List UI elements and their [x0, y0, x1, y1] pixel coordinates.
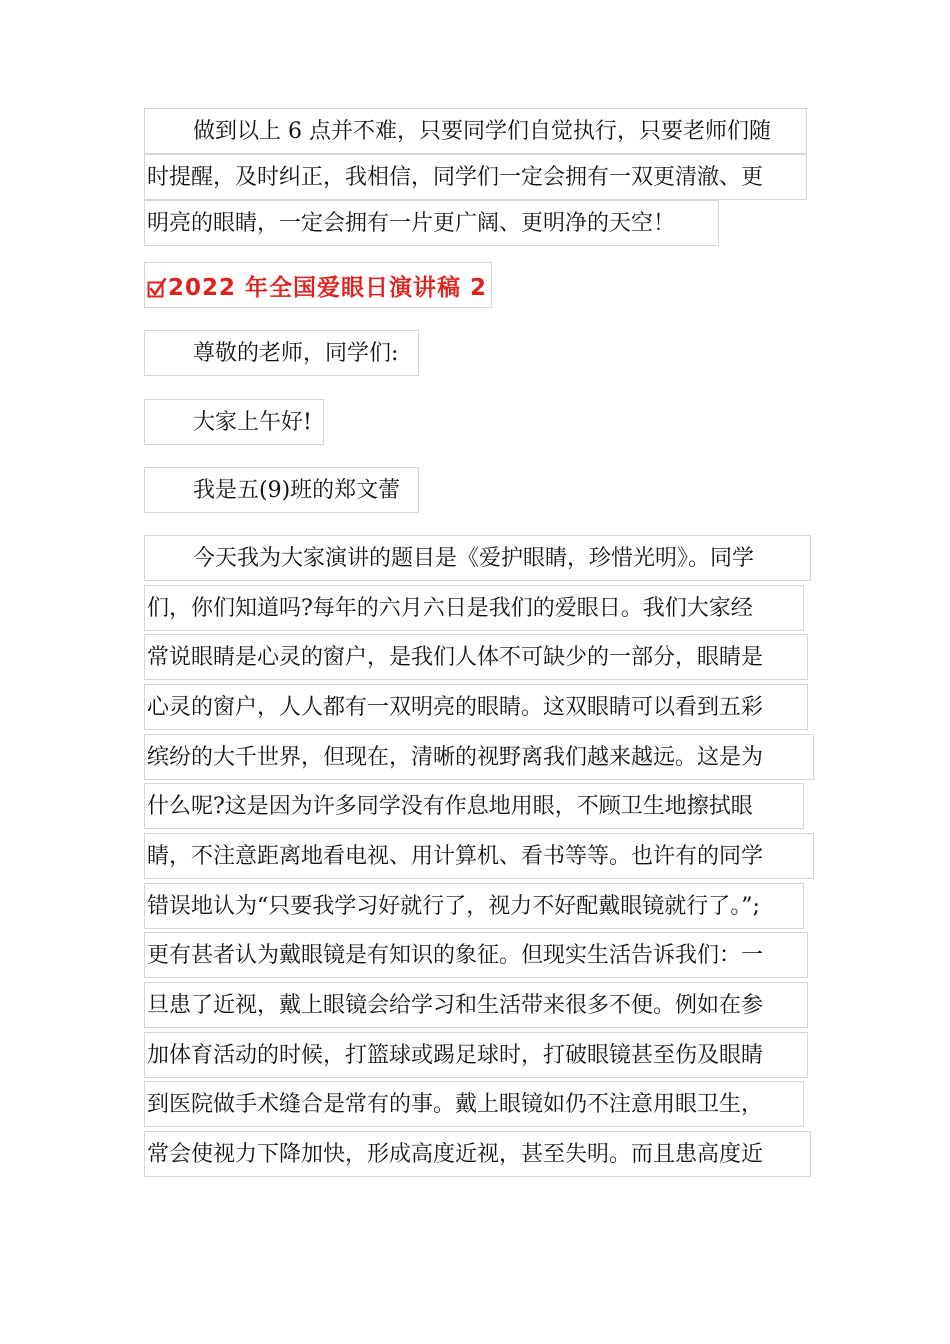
body-line: 更有甚者认为戴眼镜是有知识的象征。但现实生活告诉我们：一: [144, 932, 808, 978]
paragraph-line-3: 明亮的眼睛，一定会拥有一片更广阔、更明净的天空！: [144, 200, 719, 246]
body-line: 们，你们知道吗?每年的六月六日是我们的爱眼日。我们大家经: [144, 585, 804, 631]
body-line: 错误地认为“只要我学习好就行了，视力不好配戴眼镜就行了。”;: [144, 883, 804, 929]
body-line: 今天我为大家演讲的题目是《爱护眼睛，珍惜光明》。同学: [144, 535, 811, 581]
speech-hello: 大家上午好!: [144, 399, 324, 445]
body-line: 睛，不注意距离地看电视、用计算机、看书等等。也许有的同学: [144, 833, 814, 879]
paragraph-line-1: 做到以上 6 点并不难，只要同学们自觉执行，只要老师们随: [144, 108, 807, 154]
body-line: 加体育活动的时候，打篮球或踢足球时，打破眼镜甚至伤及眼睛: [144, 1032, 808, 1078]
section-heading: [144, 262, 492, 308]
speech-greeting: 尊敬的老师，同学们:: [144, 330, 419, 376]
body-line: 什么呢?这是因为许多同学没有作息地用眼，不顾卫生地擦拭眼: [144, 783, 804, 829]
body-line: 旦患了近视，戴上眼镜会给学习和生活带来很多不便。例如在参: [144, 982, 808, 1028]
speech-intro: 我是五(9)班的郑文蕾: [144, 467, 419, 513]
paragraph-line-2: 时提醒，及时纠正，我相信，同学们一定会拥有一双更清澈、更: [144, 154, 807, 200]
page-title: 2022 年全国爱眼日演讲稿 2: [168, 274, 488, 301]
body-line: 常说眼睛是心灵的窗户，是我们人体不可缺少的一部分，眼睛是: [144, 634, 808, 680]
body-line: 到医院做手术缝合是常有的事。戴上眼镜如仍不注意用眼卫生，: [144, 1081, 804, 1127]
checkbox-checked-icon: [147, 278, 167, 298]
body-line: 缤纷的大千世界，但现在，清晰的视野离我们越来越远。这是为: [144, 734, 814, 780]
body-line: 常会使视力下降加快，形成高度近视，甚至失明。而且患高度近: [144, 1131, 811, 1177]
body-line: 心灵的窗户，人人都有一双明亮的眼睛。这双眼睛可以看到五彩: [144, 684, 808, 730]
